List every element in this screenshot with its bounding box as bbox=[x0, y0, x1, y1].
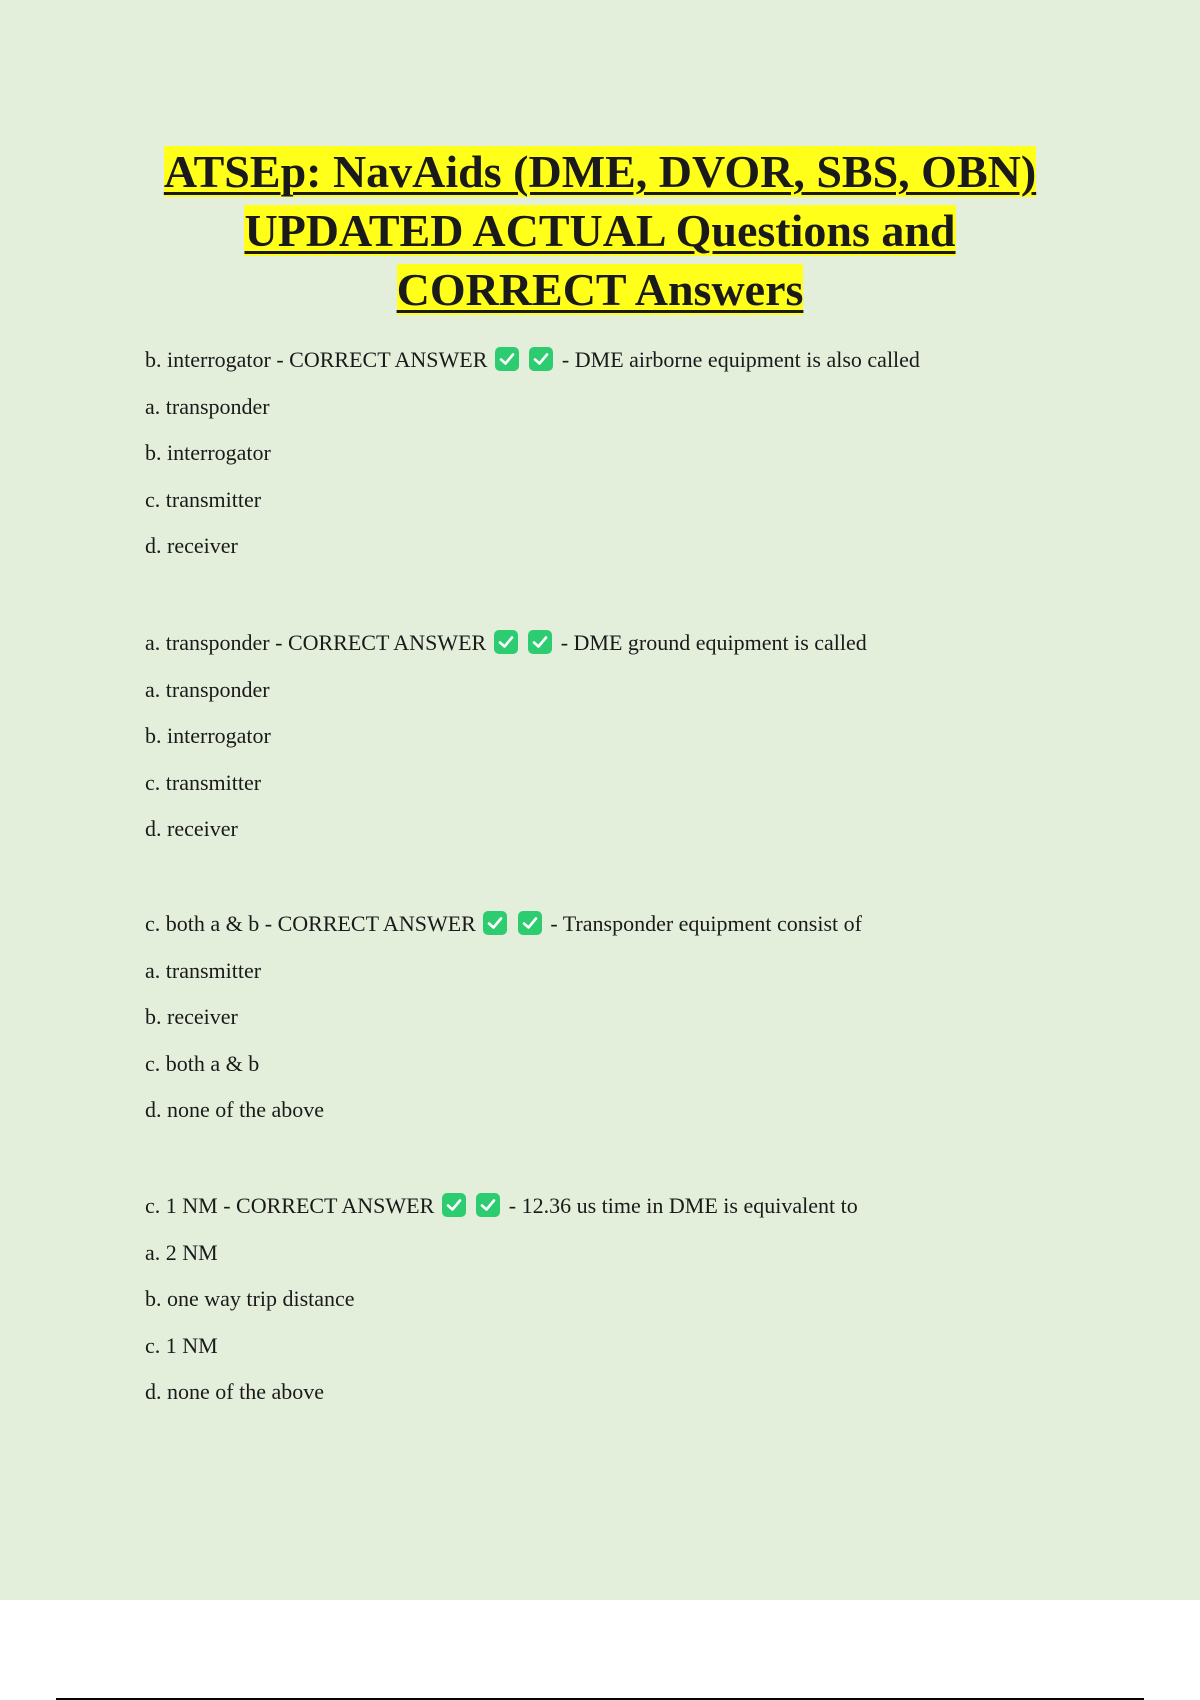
option-item: a. transponder bbox=[145, 676, 270, 702]
option-item: c. transmitter bbox=[145, 486, 262, 512]
check-mark-icon bbox=[442, 1193, 466, 1217]
correct-answer-text: b. interrogator - CORRECT ANSWER bbox=[145, 347, 488, 372]
title-line-2: UPDATED ACTUAL Questions and bbox=[244, 205, 956, 256]
question-block bbox=[145, 910, 1145, 1143]
question-line bbox=[145, 346, 1145, 374]
option-item: c. both a & b bbox=[145, 1050, 260, 1076]
correct-answer-text: a. transponder - CORRECT ANSWER bbox=[145, 630, 487, 655]
option-item: b. interrogator bbox=[145, 440, 271, 465]
check-mark-icon bbox=[483, 911, 507, 935]
option-item: d. none of the above bbox=[145, 1097, 324, 1122]
question-block bbox=[145, 1192, 1145, 1425]
option-item: d. none of the above bbox=[145, 1379, 324, 1404]
document-title bbox=[100, 142, 1100, 319]
check-mark-icon bbox=[495, 347, 519, 371]
option-item: b. interrogator bbox=[145, 723, 271, 748]
question-line bbox=[145, 629, 1145, 657]
option-item: a. transmitter bbox=[145, 957, 262, 983]
correct-answer-text: c. both a & b - CORRECT ANSWER bbox=[145, 911, 476, 936]
option-item: c. transmitter bbox=[145, 769, 262, 795]
question-block bbox=[145, 629, 1145, 862]
option-item: c. 1 NM bbox=[145, 1332, 218, 1358]
check-mark-icon bbox=[529, 347, 553, 371]
option-item: d. receiver bbox=[145, 533, 238, 558]
question-block bbox=[145, 346, 1145, 579]
option-item: d. receiver bbox=[145, 816, 238, 841]
option-item: b. one way trip distance bbox=[145, 1286, 355, 1311]
title-line-3: CORRECT Answers bbox=[396, 264, 804, 315]
check-mark-icon bbox=[494, 630, 518, 654]
option-item: a. 2 NM bbox=[145, 1239, 218, 1265]
question-text: - Transponder equipment consist of bbox=[544, 911, 862, 936]
question-text: - 12.36 us time in DME is equivalent to bbox=[503, 1193, 858, 1218]
question-line bbox=[145, 910, 1145, 938]
check-mark-icon bbox=[476, 1193, 500, 1217]
question-text: - DME airborne equipment is also called bbox=[556, 347, 920, 372]
check-mark-icon bbox=[518, 911, 542, 935]
correct-answer-text: c. 1 NM - CORRECT ANSWER bbox=[145, 1193, 435, 1218]
title-line-1: ATSEp: NavAids (DME, DVOR, SBS, OBN) bbox=[163, 146, 1037, 197]
question-text: - DME ground equipment is called bbox=[555, 630, 867, 655]
option-item: b. receiver bbox=[145, 1004, 238, 1029]
question-line bbox=[145, 1192, 1145, 1220]
option-item: a. transponder bbox=[145, 393, 270, 419]
check-mark-icon bbox=[528, 630, 552, 654]
